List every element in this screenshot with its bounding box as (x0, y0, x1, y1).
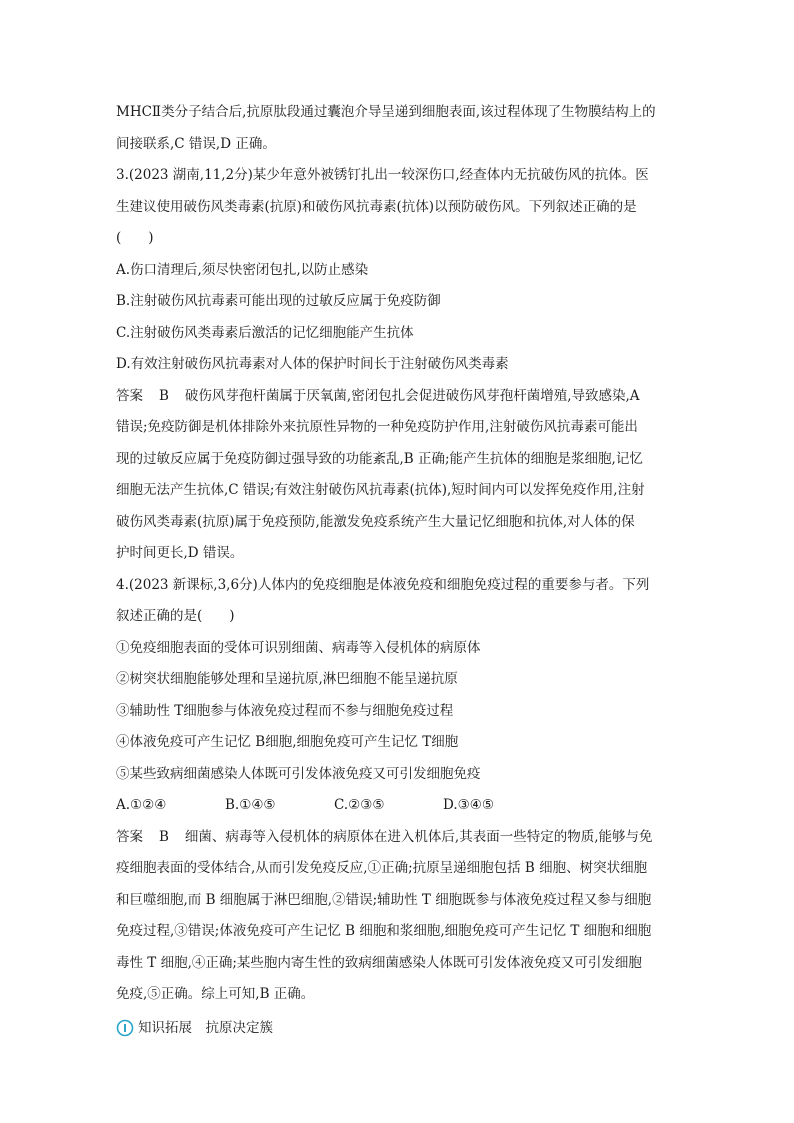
tip-label: 知识拓展 抗原决定簇 (138, 1019, 273, 1036)
explanation-line: 细胞无法产生抗体,C 错误;有效注射破伤风抗毒素(抗体),短时间内可以发挥免疫作用,注射 (116, 482, 645, 498)
option-c: C.注射破伤风类毒素后激活的记忆细胞能产生抗体 (116, 324, 414, 341)
choice-b: B.①④⑤ (225, 797, 276, 813)
answer-line (116, 381, 684, 413)
explanation-line: 现的过敏反应属于免疫防御过强导致的功能紊乱,B 正确;能产生抗体的细胞是浆细胞,记忆 (116, 450, 643, 467)
choice-d: D.③④⑤ (443, 797, 494, 813)
answer-key: B (159, 828, 169, 845)
statement-1: ①免疫细胞表面的受体可识别细菌、病毒等入侵机体的病原体 (116, 639, 481, 656)
explanation-text: 细菌、病毒等入侵机体的病原体在进入机体后,其表面一些特定的物质,能够与免 (184, 828, 653, 845)
explanation-line: 疫细胞表面的受体结合,从而引发免疫反应,①正确;抗原呈递细胞包括 B 细胞、树突状细胞 (116, 860, 648, 876)
question-3 (116, 160, 684, 570)
question-4 (116, 570, 684, 1011)
intro-line: MHCⅡ类分子结合后,抗原肽段通过囊泡介导呈递到细胞表面,该过程体现了生物膜结构上的 (116, 104, 656, 120)
question-stem: 3.(2023 湖南,11,2分)某少年意外被锈钉扎出一较深伤口,经查体内无抗破伤风的抗体。医 (116, 167, 649, 183)
info-circle-icon (116, 1019, 134, 1037)
statement-4: ④体液免疫可产生记忆 B细胞,细胞免疫可产生记忆 T细胞 (116, 734, 459, 750)
choice-a: A.①②④ (116, 797, 167, 813)
question-stem: 叙述正确的是( ) (116, 608, 235, 624)
answer-label: 答案 (116, 828, 143, 845)
statement-2: ②树突状细胞能够处理和呈递抗原,淋巴细胞不能呈递抗原 (116, 671, 458, 687)
question-stem: 生建议使用破伤风类毒素(抗原)和破伤风抗毒素(抗体)以预防破伤风。下列叙述正确的是 (116, 198, 637, 215)
explanation-line: 破伤风类毒素(抗原)属于免疫预防,能激发免疫系统产生大量记忆细胞和抗体,对人体的保 (116, 513, 635, 530)
choice-c: C.②③⑤ (334, 797, 385, 813)
explanation-line: 错误;免疫防御是机体排除外来抗原性异物的一种免疫防护作用,注射破伤风抗毒素可能出 (116, 419, 638, 435)
explanation-line: 免疫过程,③错误;体液免疫可产生记忆 B 细胞和浆细胞,细胞免疫可产生记忆 T 细胞和细胞 (116, 923, 652, 939)
statement-5: ⑤某些致病细菌感染人体既可引发体液免疫又可引发细胞免疫 (116, 765, 481, 782)
statement-3: ③辅助性 T细胞参与体液免疫过程而不参与细胞免疫过程 (116, 702, 454, 719)
option-a: A.伤口清理后,须尽快密闭包扎,以防止感染 (116, 261, 369, 278)
explanation-line: 和巨噬细胞,而 B 细胞属于淋巴细胞,②错误;辅助性 T 细胞既参与体液免疫过程又参与细胞 (116, 891, 652, 908)
intro-line: 间接联系,C 错误,D 正确。 (116, 135, 276, 152)
option-b: B.注射破伤风抗毒素可能出现的过敏反应属于免疫防御 (116, 293, 441, 309)
answer-blank: ( ) (116, 230, 154, 246)
explanation-line: 护时间更长,D 错误。 (116, 545, 244, 561)
answer-label: 答案 (116, 387, 143, 404)
option-d: D.有效注射破伤风抗毒素对人体的保护时间长于注射破伤风类毒素 (116, 356, 509, 372)
explanation-text: 破伤风芽孢杆菌属于厌氧菌,密闭包扎会促进破伤风芽孢杆菌增殖,导致感染,A (184, 387, 640, 404)
answer-key: B (159, 387, 169, 404)
explanation-line: 毒性 T 细胞,④正确;某些胞内寄生性的致病细菌感染人体既可引发体液免疫又可引发细胞 (116, 954, 642, 971)
answer-line (116, 822, 684, 854)
explanation-line: 免疫,⑤正确。综上可知,B 正确。 (116, 986, 315, 1002)
knowledge-tip (116, 1013, 684, 1045)
choice-row (116, 790, 684, 822)
content-body (116, 97, 684, 1044)
question-stem: 4.(2023 新课标,3,6分)人体内的免疫细胞是体液免疫和细胞免疫过程的重要参与者。下列 (116, 576, 650, 593)
